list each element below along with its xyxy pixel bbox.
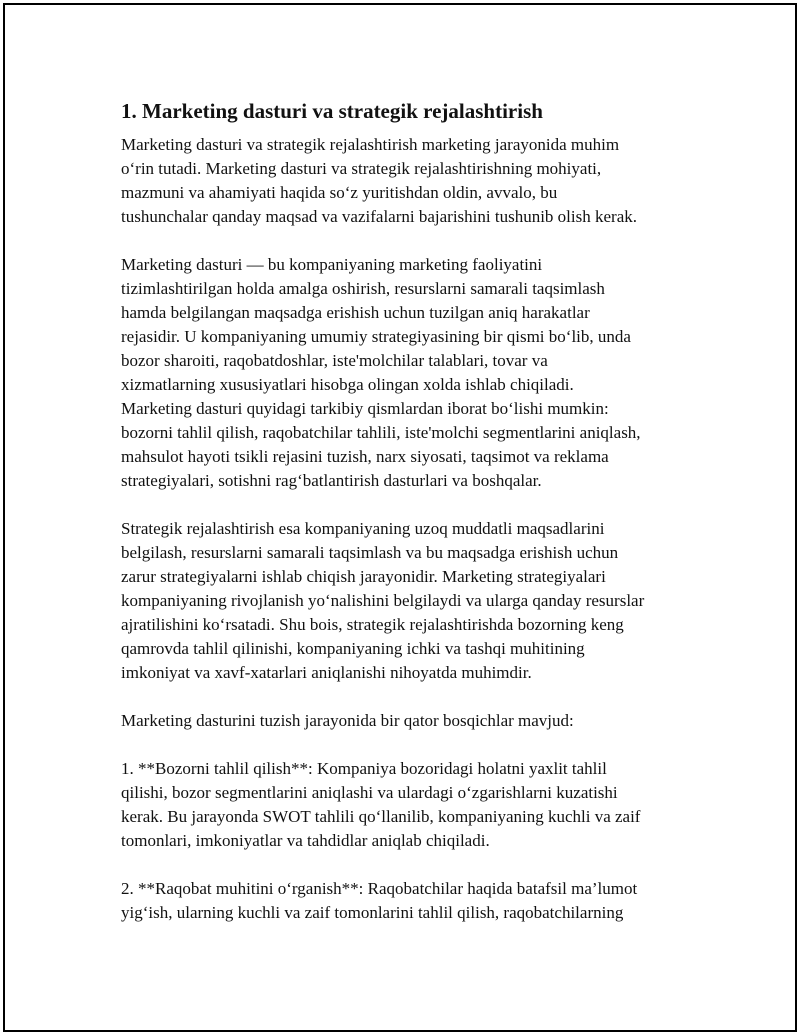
text-line: 1. **Bozorni tahlil qilish**: Kompaniya bozoridagi holatni yaxlit tahlil [121,759,607,778]
text-line: Strategik rejalashtirish esa kompaniyaning uzoq muddatli maqsadlarini [121,519,605,538]
text-line: belgilash, resurslarni samarali taqsimlash va bu maqsadga erishish uchun [121,543,619,562]
text-line: strategiyalari, sotishni rag‘batlantirish dasturlari va boshqalar. [121,471,542,490]
document-body [121,97,701,949]
text-line: tomonlari, imkoniyatlar va tahdidlar aniqlab chiqiladi. [121,831,490,850]
text-line: tizimlashtirilgan holda amalga oshirish, resurslarni samarali taqsimlash [121,279,605,298]
text-line: tushunchalar qanday maqsad va vazifalarni bajarishini tushunib olish kerak. [121,207,637,226]
paragraph-stage-1 [121,757,701,853]
text-line: Marketing dasturi quyidagi tarkibiy qismlardan iborat bo‘lishi mumkin: [121,399,609,418]
paragraph-intro [121,133,701,229]
text-line: bozor sharoiti, raqobatdoshlar, iste'molchilar talablari, tovar va [121,351,548,370]
text-line: hamda belgilangan maqsadga erishish uchun tuzilgan aniq harakatlar [121,303,590,322]
text-line: kerak. Bu jarayonda SWOT tahlili qo‘llanilib, kompaniyaning kuchli va zaif [121,807,641,826]
paragraph-strategic-planning [121,517,701,685]
text-line: Marketing dasturini tuzish jarayonida bir qator bosqichlar mavjud: [121,711,574,730]
page-frame [3,3,797,1032]
text-line: zarur strategiyalarni ishlab chiqish jarayonidir. Marketing strategiyalari [121,567,606,586]
paragraph-stages-intro [121,709,701,733]
text-line: o‘rin tutadi. Marketing dasturi va strategik rejalashtirishning mohiyati, [121,159,602,178]
paragraph-stage-2 [121,877,701,925]
document-title: 1. Marketing dasturi va strategik rejalashtirish [121,99,543,123]
text-line: qamrovda tahlil qilinishi, kompaniyaning ichki va tashqi muhitining [121,639,585,658]
paragraph-marketing-program [121,253,701,493]
text-line: Marketing dasturi va strategik rejalashtirish marketing jarayonida muhim [121,135,620,154]
text-line: qilishi, bozor segmentlarini aniqlashi va ulardagi o‘zgarishlarni kuzatishi [121,783,618,802]
text-line: rejasidir. U kompaniyaning umumiy strategiyasining bir qismi bo‘lib, unda [121,327,631,346]
text-line: mahsulot hayoti tsikli rejasini tuzish, narx siyosati, taqsimot va reklama [121,447,609,466]
text-line: bozorni tahlil qilish, raqobatchilar tahlili, iste'molchi segmentlarini aniqlash, [121,423,641,442]
text-line: yig‘ish, ularning kuchli va zaif tomonlarini tahlil qilish, raqobatchilarning [121,903,624,922]
text-line: imkoniyat va xavf-xatarlari aniqlanishi nihoyatda muhimdir. [121,663,532,682]
text-line: ajratilishini ko‘rsatadi. Shu bois, strategik rejalashtirishda bozorning keng [121,615,624,634]
text-line: mazmuni va ahamiyati haqida so‘z yuritishdan oldin, avvalo, bu [121,183,558,202]
text-line: 2. **Raqobat muhitini o‘rganish**: Raqobatchilar haqida batafsil ma’lumot [121,879,638,898]
text-line: Marketing dasturi — bu kompaniyaning marketing faoliyatini [121,255,543,274]
text-line: xizmatlarning xususiyatlari hisobga olingan xolda ishlab chiqiladi. [121,375,574,394]
text-line: kompaniyaning rivojlanish yo‘nalishini belgilaydi va ularga qanday resurslar [121,591,645,610]
